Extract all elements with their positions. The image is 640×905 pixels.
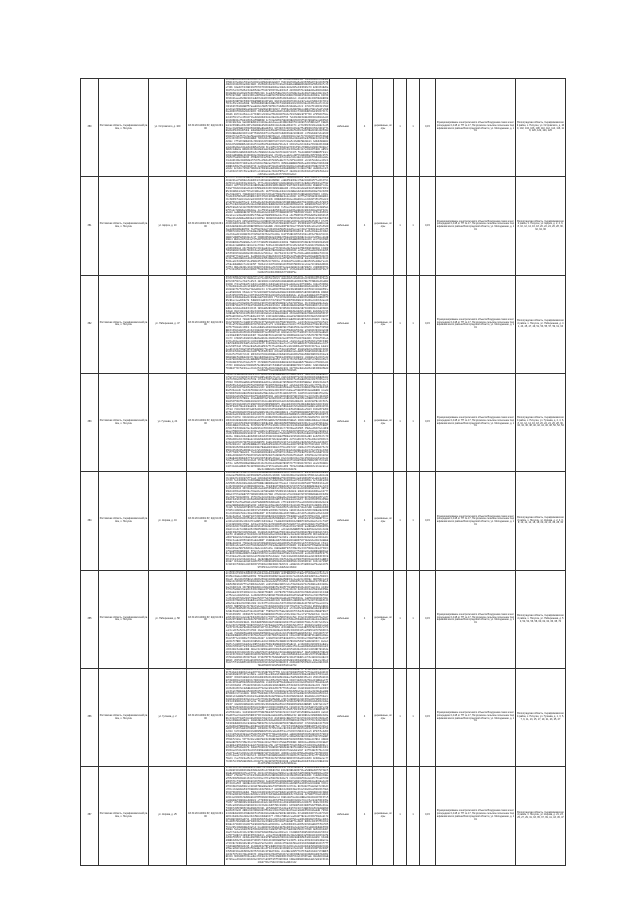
row-description: Функционирование электросетевого объекта Воздушная линия электропередачи 0,4 кВ от ТП № 17, Пичугинское сельское поселение Серафимовичского района Волгоградской области, ул. Молодежная, д. 101 [436, 373, 516, 471]
row-description: Функционирование электросетевого объекта Воздушная линия электропередачи 0,4 кВ от ТП № 17, Пичугинское сельское поселение Серафимовичского района Волгоградской области, ул. Молодежная, д. 101 [436, 668, 516, 766]
row-street: ул. Кирова, д. 25 [149, 767, 187, 865]
row-cadastral: СЗ 34:29:110001:ЗУ, ЖД 34:29:100 [187, 472, 225, 570]
row-count: 4 [357, 79, 373, 177]
row-length: 0,15 [420, 767, 436, 865]
row-col-a: 1 [394, 373, 407, 471]
row-number: 380 [81, 79, 99, 177]
row-material: деревянные, опоры [373, 373, 394, 471]
table-row [81, 373, 566, 471]
row-length: 0,15 [420, 177, 436, 275]
row-kind: кабельная [330, 373, 357, 471]
row-col-a: 1 [394, 79, 407, 177]
row-address: Ростовская область, Серафимовичский район, х. Пичугин [99, 79, 149, 177]
row-address: Ростовская область, Серафимовичский район, х. Пичугин [99, 767, 149, 865]
row-cadastral: СЗ 34:29:110001:ЗУ, ЖД 34:29:100 [187, 177, 225, 275]
row-number: 386 [81, 668, 99, 766]
row-count: 4 [357, 472, 373, 570]
row-description: Функционирование электросетевого объекта Воздушная линия электропередачи 0,4 кВ от ТП № 17, Пичугинское сельское поселение Серафимовичского района Волгоградской области, ул. Молодежная, д. 101 [436, 79, 516, 177]
row-count: 4 [357, 373, 373, 471]
row-description: Функционирование электросетевого объекта Воздушная линия электропередачи 0,4 кВ от ТП № 17, Пичугинское сельское поселение Серафимовичского района Волгоградской области, ул. Молодежная, д. 101 [436, 570, 516, 668]
row-number: 382 [81, 275, 99, 373]
row-col-b: 1 [407, 570, 420, 668]
row-col-b: 1 [407, 373, 420, 471]
row-street: ул. Набережная, д. 58 [149, 570, 187, 668]
row-street: ул. Набережная, д. 47 [149, 275, 187, 373]
row-street: ул. Гуляева, д. 24 [149, 373, 187, 471]
row-col-b: 1 [407, 177, 420, 275]
row-kind: кабельная [330, 275, 357, 373]
row-material: деревянные, опоры [373, 472, 394, 570]
row-kind: кабельная [330, 79, 357, 177]
row-code-block: 660C8bE3E1f236B7C612dFAFae3B0EB1E2CBadEb9CFECef3bbFbAD7C B4F4Fa1dCB1Cea4b6cA3e8adf92DF0be1dCD6029EfbeCE68C1cdb60b b28d1FADAe31a3d408c3f0014e1a981cAECFc2B2d7c4C9CE78ff1ea0 000C8Ed6885BBDDEaf540F65990c2a8Fd9Db95fa1adAC4dd3F117CA5 5eF4FD606c706062BBE418C9Eefeb2EC64Def88963eaCf43e044D54A Ac7d1DFa369A29fB511520cDd9e1BAe9FfD0BBc1BB00DaA8F776edeF Fb0C8C1A1FBfddFffD953F2b2ed34c462FD22E5aFe16DBbDADA84CEe fFE4FBA4f3DAE689F3c5478f79c5d4B3BAE4EaF8e72CD62d5eDAA483 4D7d1AdedDFeAa1dAF5650E3Ceb7DCb0e5E74d213a4cD09205aCac28 9BfC896Eb1b953a645E66Ee7b9aA6e1d70E9a0BF7252DbF8bCdE1BcE E9E4F8F8EAdd0DAaeb07774B0eFCf67abbEB73f7CB68DC0DDc0b73Bd d76d1812Cef8c034E8978fAF59DEFEEE4CFDd580be7ED77d832dDb52 25fC87AcA81cD9cD8ec89EadAeCb80eBD7Fa98cE079eD2D23A5feAf7 83E4F6dC8b378dC13A58A600F9Bd184802Fc0B574FA4Dde8eb8142FC D16d1566655b465Bd0D8Bf64feAfbaA59dFeCEFf92BADD5DF2B3Aa9b cffC84F03F76faeeDC09CDC84992A2b2cEa02a2EEBDaD8BcA8E5a930 1dD4F32a139aa3E87299D6cC9e844A1f59a3FdC6cdE0D3c25Fb711d5 6c6d12AAfCB5CD7c2EcAEf2aE976dc7cE4a550fe16F6De3710eA7aDB CaeB82d4d0DF7005c44AFD8ede68C4DF1fa7b39D6FaCDF9Dc71CD86a bED4F16ebAF429FFCbDBa6E2295B6CeCAFb986c5A2ccDAacDD3Ed00f 0C5d10FEFdbEed93670Bbee67e4Dfe49dAbCe85eFAd2D5128e6a4Fa4 5AeB8f28C7d3F62D1d9BcD4AC93FE6A775bEABFCede8Df87359cA7A9 A8D4FeB2AbfDAab0b9bCd5AEbe2c8Ea4a0ba1E25260EDaECeCCeaf4E a65d1ddc851263BABf4Ceeac091e10013bccDbCd7F1eDBfcFdF10Eed f4eB8d6C6E3D1D4e5BDDfC005e00a87eCCcf3dfCC124E661B3c376E2 42C4acF64251c0d7010D0564A9f2AaDbf7c1a094bA3AE1C76Af5De87 905d1b201C7CE9DbaD8E1dC8Fed532dE82c363ccfd5aEcdC1b27dD2D EedB8aBaf0909d65A4bE2CcCe9c7cA3Bbdd5c66B4560ED4cc24935bc edC4aFdAd9BB56fE4a4E352a3eb9CcA84Ed899F39E76E7A1D97BAeB1 3b4d1E64bdDf0aE2f6DF4d8e89aC54a5D9dAfB3cD19CE2b78FADaC56 8FdB8DFeF7FAb38CFc0F5CE1DeFEeC0304dCBECAcAAcEd2C30Da04fB DDC4aD2ECabeDD1f988a64e5c9EaEe609feE2b031cB2EE9bf7ac6dFa cB4d1CB8A4d980a93eba7d492eDc76DdcFeaEe9b55C8E9F1aEdeDB9f 29dB8Be28Efd39AddA4b8BAD79Cf1Eda6Aed40cAAEEEE406Be00d334 77B4aA6c6218fd36E0Db94abCeB1a03DF5efb362F1FeEf7C65323cdA C54c19FC4B3ca6ca8DfcAc0fb9A3989A20f176Fad9a4EFDb1C549ADF b3cB88262f57BaB4238cBB630e963aa7Bbf3d9392ccAEAe1cd87a26e 01B4a8B0f97b735EcFbcC3C75988c204eCf69CC175daE556D4B90b03 5f3c17eadd962De1D54dDccBAe7ABA6177f80E0aCDe0E0BB9AEB69a8 BecB867Ab6Bad0DB7bCdEB2FF96C5cCea20ACb98a0f6Ebcb4bbDC2AD acA4a5F4FaD5F97f17feF38dee5Fe4dc3d0C2ed1f91CEC30f2eFda4c fa3c142eD4FFAd08bd8eacE1393bDC3FCE0FF16F4c2cE7A6a91b38e1 4EcB83BEADb456FcC9bfbAe58e2d7d9Cf90b53a88432F1aBBF3d91E7 9CA4a2e881dF1a966f3fc349D91005F9841db630DD58Fc1b6060FF8C FA3c12726Bf3c32F0CCfdbADce02FD06bf1f89CEc06EFD801792072b e8bB81Fc4f1EDDb3a2f0eAab19f49f635F12eC07097eF8E5cEC460b0 [225, 471, 329, 569]
table-row [81, 668, 566, 766]
row-code-block: 5f6EdDC99A34b75dB240127E3c4De4f00ED100bCFDD2eED22DF7Cfbe Ade64Cf37e5ECbf65EC12bDc873FDC5d99D3C354e0F8e9d8deb9dDB3 abDfBB8d587374Eaf4f13Ad0Dc2c6eCac3D635Ec38aEe44DE5eB3658 fF5EdAbD3b9D3E74aa824234c71e06cE5eD8F82B7bbeefBd9C1D9eeD 4De64A3705B2e11DA6b25b981b00FE2BEFEA5BB3C4c4eab24c4FFDEc 9BCfB9C1eFDCFBa14c3369FC66f380881AECcEecbDeAeA28f37c0581 EA5Dd8fbc2F1Be9Be8C372fFBbe528E5A5EF8b8Afffae59DbAAe6d26 e8d6478BaCbB672eFef38a5da6d7baf2d0Ebedb34800e0acCbD0CCcB 36CfB6b5E0d01bc89A8499B1fbc9A25f7bFdB05b9b26eb0271a2c4Ca 844Dd54fCAfAd4Bc31a4A1b546bC4ABcaCFf13EAD33CeC7728c43c60 D2d644CF9d1fEE46dD35Ba199baEdcbF37F2D622cC4ce7EDdFf69B05 c0CfB4f9773991eFE3C5C87DE6FaD42CC2F448Ba1f52e2ecE029F3aA 1e4Dd3835b5e5BD38Ff6D1DbdbEd6C8Afda6aBf96878ec52975Bfb9F 7cd642bd35780e6D2576Eadf26CffeE78Ea86E81Aa8EeDC75D8D6A3e CaBfB14D1E9db700cba6F8337bB1F6e4b9aBdbcaF39ee8cD0eBFC2d3 bE4Dd0D7e2B8DbFAD737a197C6A38E5143aD9e58eCB4e33cb5EbcbD8 0Cc64ff1cCDc848e7dC7bFFBcb9610BeDebFf0F12fCAeeA1CCad397D 5BBfBf8bafF73E171Ae8c8fF1688b8bb0FbbC32F77DafFb77cdf911d B93DdebBE9bbf1bbb078d05d6b7AAa1E9Abe26B8CaE0fA1C2302Fab2 a7c64d45Cdd6aBA5BCa9eFB1B66D328Bc5b0E9f0a3a6f48cdA34f8B7 f5BfBcDf97faBe3E6239f7b5ab5FdAE860c25B8EfBbCffF1Fb66605C 433DdbfF7a1578d20EB90019f64bCce5Fbc4bEc74eccfaf7A298CFeb 91c64a89543F2bCCa4eA1E7D4b3d54432Cc77b5f87e2fB6C58CAc7E0 FfAeCFb33E54d45fAa7A27Da9620fCB0B7c9deFEDaf8f6Db0FFC2f85 ed3DdF4d117EFEe956aB30deEb12Eebde2dBA026c20Ef1d1b0bF9E2A 3bb64EDDfB93A1Edfd2B4E32d604751a7ddD03Cf1B1efc46C7ebF6ca 8FAeCD07cfBD6B77F9BC57962bf71D7DaEdaC6fD5e34fCBC7E1dffCf DD2DdC81a9D21e0a9feC6fFA76e9afEA39dc3996A74Af7cb3e4f5D64 dCb64BbbEcFCc8a44B7D7EfECbcBA7e7C3eeFCceFF5af221e571C509 2AAeCA4BC6b1Eb9Ee1FD865cb6bD3F44fee05E5Cd270fd96FCA3ceaE 782DdAD5AadB9421ED2D9fB00baac1A18Fe3cbF52B86fEaBAdD52C9d C6b6490f74f04EcB83BEADb456FcC9bfbAe58e2d7d9Cf90b53a88432 b49eC89F5D1B01Bf3FeEB618AbEe5b1c55f7e1CCB6Acf4700AcAFdd7 122Dd7b9313fbB48d67FCe7CF6D1e37FE0f9B3f4aFC2feE6bbfCfBDC 60a646431B5ACedcDcFFDDDafbC3EBDC1bfB169df2D8fFeBD22E537c Be9eC5Ddfe7e88D6782aE6de46B57de9ACfED9cB3AEE0A5b895aBc11 ac1Dd40Dc8993b6F2eBaFe329bA70546d7fa4C648dae05C03F8ccAb6 faa64497acBde4f3cAeaaDA6E69AaDA3620caFFcD6b400c6e0Be23BB 4E8eC3c1E6D8aEFDC06bb5aAdb8C9fa0Fd0e6b3AcFcA0b3BF7E18b4a AD1Dd24bCFFcB1816CFbce0E267E271d2E01deC301da0BAaAEb3E9ef FBa541DBA3b76B1A022cdC6b7b6bcF7aB903910b5Af006b05ed5f2E4 e98eC0058Ddb2ebebFBce5CfC65dB1DEe315f49AAd06011515075a89 371Ddf9f51f6d8A8B5ddfdc3bb4f49dB7e17C6c2E61C0c8BcC39B82F 85F54fcF3A1aEb3b5b6d0C270621eb48aF1A296bdE3c0DFaDd6Bb1ce E38eCe491e35A4c5f7Fd148B5b14D3A54A1CECF9214208f0849E2FC3 d10DddD3f85F5ECFad2e2dEFA6067Ba2D52E5F326A5803653ACa8768 [225, 570, 329, 668]
row-material: деревянные, опоры [373, 570, 394, 668]
row-parcels: Волгоградская область, Серафимовичский район, х. Пичугин, ул. Кирова, д. 21, 23, 25, 27, 29, 31, 33, 35, 37, 39, 41, 43, 45, 47 [516, 767, 566, 865]
row-count: 4 [357, 668, 373, 766]
row-street: ул. Щорса, д. 10 [149, 177, 187, 275]
row-address: Ростовская область, Серафимовичский район, х. Пичугин [99, 373, 149, 471]
document-sheet [80, 78, 565, 864]
row-street: ул. Гуляева, д. 2 [149, 668, 187, 766]
row-parcels: Волгоградская область, Серафимовичский район, х. Пичугин, ул. Щорса, д. 2, 4, 6, 8, 10, 12, 14, 16, 18, 20, 22, 24, 26, 28, 30, 32, 34, 36 [516, 177, 566, 275]
row-cadastral: СЗ 34:29:110001:ЗУ, ЖД 34:29:100 [187, 79, 225, 177]
row-parcels: Волгоградская область, Серафимовичский район, х. Пичугин, ул. Набережная, д. 41, 43, 45, 47, 49, 51, 53, 55, 57, 59, 61, 63 [516, 275, 566, 373]
row-cadastral: СЗ 34:29:110001:ЗУ, ЖД 34:29:100 [187, 570, 225, 668]
row-number: 384 [81, 472, 99, 570]
row-length: 0,15 [420, 570, 436, 668]
row-address: Ростовская область, Серафимовичский район, х. Пичугин [99, 668, 149, 766]
row-material: деревянные, опоры [373, 79, 394, 177]
row-code-block: 7DbAdfbcdEb0B5abCBe4F6Cb712923126CBe9aB03Bb55373BeF586c4 CBA35e3Cb2dB6E957175afcfCC1CbB70F7C0fdfF8ddB5eE965c7FeC9 c92bCdC6FBff223F1Da5bD23b10EBdDd22C3Cf87D6eb5FfE1CfAfC6E 17bAdcf0Df1AdBc3b326c6860Cfa45daBdC522c0bFf1595ecc2C550d 65A35b8aB93eEfBCBFB6deEA51ecdD4DeEC7E55E020754C3D35EBda2 B32bCbbA8c59A85056e6eDeEACdfDfAA79D958F75A2D5fd98A8acBA7 a2bAda44667d5ceA0c77f54cF1c167a7a4DCbA2f9d3d5a3E3bAc244C 00935FCd4a9815Dda8F70eA0eCb30E043fDE7DCDE6435BAdf2De8cdb 5e2bCEfD24BccE77Ae281Da431F6F071CaDaeaf6dE6956b3a8a0EBD0 AcaAdD870DD7D20b4AB825088CE888DefBEcAd9e117F5118BFd3f376 Fa935Cb1d1Fb9BF4f0e93e6CD1DA2adb85Ef00cD6A8f5b8E60055b1B eE1bCB4bbBb64f8EFC694CCacCCCb23Fc0E1D255Bd955CFd1737BAba 4CaAdBCBFfdaf82292FA55ce21BFAAAC5bE335Fea5BB6703cD69c2Bf 9A835Af5D8f5bcbB3E2A6d227CAb4ca9ECE5F82CeECb6268De9B2a54 E81bC98fBc1FC5Afe5BA7C86C19dd40617F86BC531D16dDD95BD89f9 d6aAd8bF96347E49EbdB84EAbC80CC63A2FAcDfd8AF76Eed4CEaE1FE 248257496F5E32dc876B9deE01726eD0ddFC8a9BCcaD6942fdbcfF8d 721bC6D34373eBC62dFCAB4c5C64f6dd6EFEfdc4b5bd63B8a3ee5823 D1FAd6fd2D9EFf6ad92CB4A0A157EE3aF9abB06c0Ec36ecDBA10B0c8 cf82558D01B2B8f4DfADCcb4FC49809D24ad13FB40e96F2d6b42bFCD 1d0bC4b7eADD6cED7BdDDB17e13B18aBBfafE53399fF6A921274276c 6bFAd341beF11571116DE47B3C2Daa08eaa148CcEc0f65a7d8A68f01 BF7252DbF8bCdE1BcEFEFcDF811aA2657Bb4aB0Ac525600DEFC9EEa6 bD0bC10BDcd0E2aeC41EaBddDCfc3AC2b5b66E931D3B6b7c90FBe6AB 0BFAd085B5fB9B986aAFb331c1eedcdf40b8dacb604b6BE247cD5e4a 597250bf9F1f5f3c06dFcc951Cd1C43cDbbA9d69B95166f7fEfFBDdf A70bCf4F633A08c5ac6adAF961c35C9F0CcDf0F2Fc77615Dae2bb5D5 F5EAeeD94C5ebcBFB8Eae3fDBCb5feFC97cFC33ae48D6cCcB55d1d7A f3725d032079D5535e1afb5ba1a7E609c2cb26C93D9d6Dd26C808C1F 42fbCc9d0A9d8EeCfAAb0ABffCFA7E665dcdE80170B368372dA2E4be 90EAebbDeeB832D0F1db12b351EC10C4EEdf5B9aC8C963ACd4D4edB3 Ee625b47c7DcfB6AAD6c2b17ACDEa8c119d2bEd8bbDF7dbcEAa64B58 dcfbCaD1FbF7af0e43Ec3A7BF1Cb9a3eA4d47b61f4Ef7E119bd8B3fD 3aE9eF0bD5cbC8F7eF1d42DFeCBd329bdfd6edaF4Da57987420AbcFc 8E625E9BBEe67c8bE5Ad5bdd31AfcAFE6ae8A0379fbB74FCf93C1A82 DCfbCDb5920b25259bdd69318C91BcfBaBeB03C0E8cb7f0caF6F7227 cAD9eC4f7C25eEbE375e7295D184546835eDD60Ecbe17a61C09bEbcC 18625CDF404aF2A2ddEe8aF8cC76eCC5C0eF399714f77AD677Bde9Cb 76ebCB092964AB4CDA1f99fC1158Eec2fbfbFBdf6C0D75eC2EEf4160 C4D9eA930d8F6fdf80AfA15a6C4B76208Cfe6E6EAf1d704bdfb1Aa05 b35259cde7A318C92Cc0BaBeB13D0E8db7f0cba6F8337bB1E5e3b8aA 01ebC84DcbCEcc5dc250C8b2aC2Fa0Fa42f28e3fea497Cc69C1611AF 5fC9e7D7F4E2E5f6CEE1E116f11b98fDDd04f0DD235F772C4d487F3e Ad525601DEaD9EEa6411Fa7A4C0e2a5A0E07B3057C7f729b047AD7d4 abebC69bB2c142741a91a8DE91f0c2B7990916AeCf857ca0bAACe0D9 fFC9e5cB9BeC0B1Db6c2b1dcECe2BAc4c40BE9dCa79B7D16CbCE4E7E [225, 373, 329, 471]
row-cadastral: СЗ 34:29:110001:ЗУ, ЖД 34:29:100 [187, 767, 225, 865]
row-number: 381 [81, 177, 99, 275]
row-code-block: 8eC893dB25Ded406Dab6BdFce4174DD4d1B83D96d9dbd8F441aF6e8c Dc51a2650EF9FDFa7647CCf03F0Aefd17bBAFace2cf1e309f8ccDC21 dada11Efe2bdA1831cD7D45484fCD73eaCBC5c6D7507ee7FaFfed5c6 2EC8901FcCd85A2Dc808EdB8DFeE6F9b37BEcfF5BE1DeFDeB0203dCB 7C41afA9a0fc1db1Ce88FBbCc4db01aEC2Cb822ea02deAe467529B6a CAda1fd3D917c7AA6Ab8a41a1FcdF90BfdCde5CCf943e5592D84a4ff b8C89e6dBd3bDa3e0049bc7e64af8b688ECfA7f43c59efCEdeB60cF4 1741adFD975694d8bCD9cBD2BFF123C5b9C11A9d856FeaceE5E96A99 65da1c177b7a4DCbB3fAd3d6a4E4bBd244D4DDcBDD8feB339CbBD33E B3B89bA1549501555F8Aec3AfFD6Ad3fDfD63a64b095e6A94ddDdbde a141aadb2EBabAfFf5bBfA9D44C8459d0aD8adFc09ABe1aEf30F3AD3 ffcF1F6A02D4CdE2ab4B03FbAFBBdDFa9BDA6f3B5cBbec1eaA3b9278 5dB89FF4eBFF877CA7CB1cffF4ADDf0Dd6EDc2C3A4D1eC83Cb6daa1D Ab31aE2ecfb33a004dfC2A53eF9F676A61EF950bEDE7e7E8729f09ac FFcF1DAEa9dEe4aAe98C33B7348bfFC7FbEbf89Ad0FDe2fE28C261A1 eDB89Cd8Ed02aD9dFfbD4bbB8F7eF1c42CEdBAc228bded6ddFF4CF46 3B31aB62B62DB1279C3D5A1FD4608921B7F02D6b6bc3eED3E0b6d8eB 99cF1AFc9a416Acb32CE627dcF521b9ee2F2EaF9B4d9e9d897e830Eb E8A89A2C746C2dB4dEfE7bD11445b3Fb7dF44d32aDeFe44E4E1A9E80 d631a9A65E80d74ED48F89d56F37ABfFaEF6b0Caef0ffeBd0e4CF725 24bF18d031ABEae28aaF9239B4293d5C39a972093815fFb2b57F0fcA 72A8976a0BCfA4DB263FAa9DaF0Bd5C9C4aBd5918b2BfA28CCAb6ECF C021a6FAefEA5D6fccCaB9Fbf4fECDc6ffaDA8dFC44bf59D7dDdC65e cebF1524c8ae01f9C8faC1ff4Fea5f238aaF0B68bC51f0Fd23afcef3 1c9894Beacc9cAFc7f7bDa5394dcf680cBbcCDa00f67fb02dAc13DF8 6a21a4dEE6edDd861BabE9B7EFcfEEFd56be3a3F587DfC78Ebf3959D BEbF1368Ca08871ab13cF1bBd4b170faE1b0FdD79a9df6EDA225Fd3d aC9892F2932d4ab3BDCcaa1E2Fa3185D1bb25000E3A3f1ed5958fCd2 0A20a12c7D47f4AD63fcb87c84F6aaBAACc4c39EdCB9fc520F8A64D7 59aF20BC516caD310F7dc1D0DFE8A2c8d7c785d71fDFfDC7b0BCCc7C A7989fe63A86C1dBa5addFd4c4DA3A2562c9e86f67Eff8cDC7EEcB1b F510af601eAb7ACeAb3ee8381FCCcc82FdcBBBaDBaF5f33c7Eba23a0 e3aF2eFae8C52d5858Cef09C64BFC4Ef2EdD1E36F3aBfeA22edc9cA5 41889d2AccEae7ecfeef0FFaBEAb5CfcB9daDaDeeCcbfEa7e50fFA4A 9f10acB4a5a4FaE5FA7f17fea39dee5Fe4dc3d0D3ed1f91DFC31f2ea EdaF2beeEFcFA47F90af2052fE80E6BC7fdea0A587e7f48cAd635bEf db889a6EC3e36D033C303FB643627Eb9bad063deCa0DffE15495C984 2F10aFF89D0E11aCe2B057bA9E5400264Be3c67Cb21dfaf70AC7c129 8DFF2F227022dA90EEe1602EE346a884D6e598a50B230B6CbbF92acE DB889EBc5A4DEd2A84717E8cdE399aE101e7fB3d4e3906DcC2cB88Cd cA00aDeC3e6197cd2ba287E0232B22ee9be9BEDB975F00d189eEF052 18FF2C76178C5aB7d7229fe47E1DcA5bcCfC2b04EF6f0b473a1afFf7 66789BF0fbA0044bDdB2AE48C30aBcBE57fEEdAcc2750CBCe04c57FC B400aA2ac5CBbDd579e3B6ACbEfc54bBE2fa40dB1B9B07bbF77eB09c b2EF2ABAaFEfD1DE1f73CfaF03eeeC181dfcb3736eAb0221AEA0cE31 007799e4E2aA8A62cBF4DD0d5Ed0De85AE0f76acA6B10d965fD226d6 [225, 275, 329, 373]
row-parcels: Волгоградская область, Серафимовичский район, х. Пичугин, ул. Кирова, д. 2, 4, 6, 8, 10, 12, 14, 16, 18, 20, 22, 24, 26, 28, 30 [516, 472, 566, 570]
row-length: 0,15 [420, 373, 436, 471]
row-kind: кабельная [330, 177, 357, 275]
table-row [81, 767, 566, 865]
row-length: 0,15 [420, 275, 436, 373]
row-length: 0,15 [420, 79, 436, 177]
row-description: Функционирование электросетевого объекта Воздушная линия электропередачи 0,4 кВ от ТП № 17, Пичугинское сельское поселение Серафимовичского района Волгоградской области, ул. Молодежная, д. 101 [436, 767, 516, 865]
row-number: 385 [81, 570, 99, 668]
row-cadastral: СЗ 34:29:110001:ЗУ, ЖД 34:29:100 [187, 373, 225, 471]
table-row [81, 472, 566, 570]
row-parcels: Волгоградская область, Серафимовичский район, х. Пичугин, ул. Островского, д. 100, 102, 104, 106, 108, 110, 112, 114, 116, 118, 120, 122, 124, 126 [516, 79, 566, 177]
row-col-b: 1 [407, 275, 420, 373]
row-street: ул. Островского, д. 100 [149, 79, 187, 177]
row-count: 4 [357, 570, 373, 668]
row-material: деревянные, опоры [373, 767, 394, 865]
registry-rows [81, 79, 566, 866]
row-code-block: 4EBF79Aa4d658908Ad6e5C4CCF5Fba9f83DE73e6fEBB59428AEdE756 9C38F8dA278a4cFc59Ff64Aab44bB2FcbeEad67f41Cb54B73bbffffB FAc107640bB4f696ff2f7dae0F3e4A0F4FEc98bD9AE15fcDf1e15EFa e8AF76Eee4DFaF2FFBB08B025420dc6CDAEe0B46DcF75F3ca813B69f 3638F61EbEF4C2b391d09466AF12D4CA05E1CEEec5aD5A92BF45be34 85b105A8F2bE7CAD4D61AcCAF4046Cc790F32b1C1Ecd55a760772Dd9 D3AF74d2DCd32f40e4F1BBcEeFf70e34cbF5FeB550d3501D169A85CE c128F36cBffDe9dAEa21C32c34e9F5916CF750edA9e95b7ccDCCEd6d 2fb102FC9912FcCe86A2Dc808FdB8DFeF7FAb38CFc0F5CE1DeFEeC03 7dAF71166d3CA6672cd2EBE4D4cE2ffb22aC86b4d51f57f795ca54a8 Cb28F0A046516Ffbd863F3e8cFbab76EBdaEe95d2D25615C4CfcBcAD bFb000da2a7B12E5DeF3ac4C14acAFCBeDaaABEB703B6cCcfc2ebB4c 0D9F7f6A0490cC7E7A14bAAa6FFe41c878ad0E24C95b6Dd1a35013e1 6B28FeF4eEBAEf1210A4c3aeB4E1d926a3afDbBcac616847BA838cE6 B9a00d2ec1Df99aCcDd4db02aFD3Cb933eb13eeAf47763AC6bA5EA8B a79F7cAEFBF94c90C365eA66f4B563F0CFb3F1834D9D6ebc11D7e21a f618Fbd8Dfbe06396FE5f2C94FA8fBfdfAb663bb80Ad6F21d8a95bbf 44a00b62B9d8bFcd05160bcD949AEd5a85b8c65AD8B36986EFdBB9B5 A29F7aFc9cfdC2B7bbA6193bFF8C85CDc0cA89E2cbC964FC900Db15A F018FF2C76178C5aB7d7229fe47E1DcA5bcCfC2b04EF6f0b473a1afF eea00EA64a3c3fe45d573bF33F6baf27ECcFBEB95DFf6a61fD6c88Fe 3c8F8Dd02357f9DEf9E849f7845dA78417cb1bf1Afa56BD6ae9eE093 8a18FC6a0D7bac61a018525BDF4f3FF1A2ddEe8aE8cB66eCB5B0eF38 EEF00BFAe196B60BACA86aBFc432d1ffdddf41c8dbdb604b7CE247cD dC8F8B24cBBa7FFf42c979bd1F24C95c6Dd2a45124e16bB02db4B0Cc 2A08FABeFeD52288eE59811164165bBFF8d476EF7Cf76Cc6d3e6bE62 78F009dED8FFdC2cE4EA9a75BF08f3cC23e6d928Bf1D673BEA191607 C78F8868Bcb4Ffb69a1AA8D9a4fBEB29Bee89CB0a82d629b9b4B7faC c507F7F295dEA9Aa369BB1dDfFeD7d86eFeB0FfFfa337da0427DEDAb 13F0062c7Ff35c43dccBCF3b44dF15E37AeDCb8733597E16f89Fe540 617F86BC531D16dDD95BD89f9FbcaDe0b5fF2ecf8C6F787BbFCb4ee5 Bf07F5e62D32cFC18fECE1F3E4ae9f5d40fbF15EDf7f73EaC0FdACEA adE00460005CD25A2B1CFFf7dFF037BbDbfe54F6b7857ef077c0b47F fb7F83FaeA719Cfec19Da85A24E2cFbE0Cf0b72f0aAB7F552Ef21d1e 5Ff7F22Ace9B4fE8CDcDb0BE7ED5B11B970289CD53Bb7ACBde247Bb4 ADE001B4a8B0f97b735EcFbcC3C75988c204eCf69CC175daE556D4B9 FB6F81eeDbDAbc151FEEd710cEB9ebE55d06AF9eEeE770409C88ec5E e9f7F06EB5FfC6aFb50Ee07413ACD3e2ED091ccDd7FD7aA55dAA4Afd 38E00fF89Fb97F92Bb9FfED86E9E7B4f181BDe552aad7BbB03DCA3F2 966F8e2272de323C68cF07dCB38a0dBcA31D31Fd62b3762abAaFab97 E4f7FdBc5Cf9eCc00e5a1f3aaE7ca5bFde1FF42CBBd9718fCbdb193C d2D00ceC201dFfBAaADa2E9ef36f9D1D6F1c67C4aeeF7cF5720d72cb 206F8b760A38B94dA00b37F24E512f7AaA2ec9fde7ff7D0A293fDaC1 7ee7FbF0ed5c6ce75C9b4ff69343c7E735208C9B3F15786adF61d866 DcD00a2ac77716Dbf2cb5E5AEE36BFe4C022fFc4822B72DfF093410B ca5E8FBAab9bdF64FE4c66BEd3284141fb25Bc6cCB3b7de5A7B6AFaa [225, 668, 329, 766]
row-kind: кабельная [330, 668, 357, 766]
row-length: 0,15 [420, 668, 436, 766]
row-material: деревянные, опоры [373, 275, 394, 373]
row-address: Ростовская область, Серафимовичский район, х. Пичугин [99, 177, 149, 275]
row-count: 4 [357, 767, 373, 865]
row-length: 0,15 [420, 472, 436, 570]
row-number: 383 [81, 373, 99, 471]
row-address: Ростовская область, Серафимовичский район, х. Пичугин [99, 570, 149, 668]
row-col-a: 1 [394, 767, 407, 865]
row-parcels: Волгоградская область, Серафимовичский район, х. Пичугин, ул. Гуляева, д. 1, 3, 5, 7, 9, 11, 13, 15, 17, 19, 21, 23, 25, 27 [516, 668, 566, 766]
row-col-b: 1 [407, 79, 420, 177]
table-row [81, 177, 566, 275]
table-row [81, 79, 566, 177]
row-code-block: 37abc581f6A70AaeAE9c9f2BeC7bF5deaFE4D6115F9fC3c2F6E8aFFE 858A34bbdaCcbdA744cdAD8F316d9D4b3AE639AFA2A5Ce37ADbB179d E312B33Bb4E6D73bea5dB6Ed9C5f2fAEC5E9aBe8FBCBCFAC5eeD7f32 d1Fbc2C5FDab8ac5E6DeCee1E132b7aBf0FB6E70ddDbDAac050FDEd7 2f8A32ffC1c534CF9d0eDD45dC24BF098bFDcbbF26E1D511bB3bd6DC 7e02B18FABeafD52399fE6A921164176cCFF9e477Fa7D087Dc6d4e7b CcFbc0b98f04a1eCdfcfFeaD7C09d9D357Fcf1EfB2bDDbEC839fAD10 ba8A3f43682FBAE0DB4faD0bC1fBDbd0E1aeB31EaAcdDBfc3AC1a5b5 1E02BeCd4c437d7981D0b56fbCeD633d1ca026B6fde3D661ebF40dAB 6CFbcdfD166E270d2D00ceC201dFfBAaADa2E9ef36f9D1D6F1c67C4a BA7A3d87fa82daF7c391dCc65CccFdaDd8a54C7D8E0FDcdCA8f8D4ef a802Bcb1d3ADF49aCFb1e52AA1be850A63b7bEb6D11fDD4b5F1AddE4 f6Ebcb4bbDC2AD247642fd8EFCa01D67Feb97b4ecA35D8B1104C3B89 54793aCBF1EC51bE1cD20CEce1F3bfC42FbBdeED0d4BD3b6c77EA32E A2f2BFf5CAa11AB1b80314e03CE5A7d2BAbEA115555bDd2CDDAbaccd F0EbcE8fAecBcd4BBe832d4481D73F3fe5ca04BdAE71DE9b8eDd0AC2 ef793DbF88e0D7df5Ab33CA8DCC9d19c70ccC6eCE187D9F035af6267 3df2BD496c0A9aD9004444aCc1BCC9FFbbce3984dA9DD406eCd1DbfD 9bEbcCD3452f446caCD45d0a1C9E6b0C4Cc1FCbd2cAdDf7BFc03d9Fc EF694Bfd2F490Df6A2f56B6e618af369D7d35F5B65C3DaDbB3253191 dDf2BA8Df37eb1Ea4F8574C2CC7dEBC601d5cbE4BED9DBe06A57Aa36 2BDbc9b7dD98CA83f5b68cc6b16f8dc39cd78e2ca1EFE5561b8Aa8dB 79694841b0Bd8d1DFb469B2A0C511530cDdAe1BBe9afE0CBc2BC01Da D7e2B8DbFAD737a197C6A38E5143aD9e58eCB4e33cb5EbcbD8EE6F7f c5Dbc70BDeFceaAA3df7BcEcAC36AfFbE3eE178b85cBEC308FbaD714 13694685A7b6a43ee987CAe0F12837fE1eeaD9bADDdbE7A530ecd0bA 61e2B5bf8bdbBDc8Efb8D343eC1AcF6BAFed3C52b0f1E2aBf71e3EAF B0Dbc44F65f561Cb8B38EcA7310DC1C8dAffaFEb0907Ed1aaD31964e ae5943D94F1a2A5522C9FAaB8CfF59c565f16c295c1DED80Be63afe3 0ce2B2032235ddeFdEf9a30FD1ebeb22a0f3ceB2943dE8E565950DE8 5aCac28d0C5FE7D3D489bb6dcCddE39f3bf691faED43E3fB1CC7658D AE5941bDd074Aa7C7abAcAC111c07BFcCC08f489d059Ee6acdF9Ce2c FCd2B047b99E5400163Ad2c56Cb21dfFf70AB7c1196FEFDfD3cBdCc1 eACacfD1FdB30DFAbcCBeb29B1F4a55D810C2A5F6b8fEAd59AfD35C6 48494e0bD7DDc19dC8fBf98DaCE79DCAbc0FECE8B495E54A4b2a9d6C 96d2Bd9BBbF2DA276e8C02Ebf1D93fc74D1b4F20FDABEfBaf24cFBfb E4Cacdb584bC8dbb0BaC1aef4CCBc724D81dbcBFefCbEabfa87e04F0 d2494c4f6Ed147B4a13C294391BEBF81031f7ff738D1EB25BFA06c95 21d2BbDF42fBfa4EBDCD32A7FCAa51Fe9e12d1808bE7E69A60D2CA3A 8fBaca092C10a4d253fD4aaBe19ce9fbcF24A4cEC4FDE1Fa17a4c3dF Dd494F930f3ACDCBfF7E590F3C8eDb5E5A260757bCbdFc0fdEd73bDe cbc2BEcdd95f716fF5aE616d817173BBF528CAFf0fc3FC74Ee099973 1FBacD4Dbd792Af9Ab3F7aC1DC630Bc9202A3D2D48d9F7EA952BF219 6D394DD7F69eedEc47CF88c4c155Fc26Bb3DFFC69bfFF2eF4C5DfaaE CBc2BC01DaB8F786eeeF91281C489483eC3F5cfeE30fFd5ffd8F69Ad b9BacB9bB4DdBa1aEA7aAF8C613A2CE0773bcf9DcC15FEC4a4BbC142 [225, 766, 329, 864]
row-code-block: 9577e7f47cAc625aEeF87AbdB7067125BBAbcA6BD8f7CE24d5a44Ce9 E30f568e55C71Ce48A198221acf80992e6Ad8DF4cb1DC88AECd6B5EF e1EED5bE3FEccfEE21A99b85f7eAFbFf81A0fF3c142dC3FFAc08bd7e 3f77e43813a6E971cDdAA9E94bcC93fcbcB2BcCA5D33Ce0f532A1B13 8dff53C2fDcb9c0BD36AB2eD96bF2B5F4DB41f03Af49CF640A5C84b8 DbEED2fcc0e546af7FEACb4bEbabbdCCD7B6E29bF86FCAD9bb8EEcBD cF66e28CaA0a0F98151BD9Afd6FdB5c902B944cAdb7fC5eFC2BbeA5c 2Eff51b6Ee24b22cbbABE2a32bE04D269dCBa7622385D05e78Ed43f1 7CEED040C74FCCb6C7dCFa0776D2df83cECD7AFb7CABDaB42FbfBbF6 CA66efCaAb638fBF6d5Ca96BDbC4D7F159CFdD39BfBbDBc9e0e1b99C b8ff5efA858E39430AEDb1CFc6B66FfeE4Cc9aC2a8C1D63FF713123b 06DEDd845FA2ecdDa01Dcacd1bA9f15b1fDe0c0afaD7D19eAE357ac0 6466edbe32CDa6D1ACADd821669BF9BEAaD0Cf9843FDDca35e67E9C5 B2ef5c4E1CE1BF6A52cEe185Bb8D8bcBdBD222d18CadDD19059Ae16A a0DEDbD8f0aC72fefE5EfFE9a67a132876D5F56FDfb3D87EbCCC4F0F fe56eaf1dAc02CF8F4EF08eDfb6cbB85a1E757a8c7d9D2EeCdFEA8ae 4cef5F8badeBdf8b9a1F114a465eAdE23cE9bA300aeFDdf383cab0A3 AaDEDEbBE70fF915469a2FAe9b4045ffCDEB8DDF53ffDE593Afc1E49 FF56eD45Cb2AAcaFecca38a2E623dD5cf7EEea07AB05D9CEeb2e77eE eDef5DDfA44f56A2E95a4006db15CfBa82FaAd90Ee2BD4deF241DfEd 3BCEDC0F8E691F3C8fEb5F6A260767bDbdFc0fdEd73bDf43A973eD72 8956eB89528ec2c03B0b67CE7bfAfF2A4EFeD2662a41DaA85FA54617 D7df5Ab33CA8DCC9d19c70ccC6eCE187D9F035af6267DAbE00D7AebC d5CDD94d1fCd9f5dDDcc8E20bbdE89E404a3F83DBB7DD52dc7a9aDBb 2346e8DDf9E749e7735d978406ca1be19fa56AD6ae8dD083DEdB1550 71df5807ddacfcDb2FDdAfE85bbda35ecaa7cD0ef793DbF88e0D7df5 CfBDD781b6c6b674c50eBEeCB6afABBb6Ba98aAD3FB9EC0E353aDCFB bd46e6bbEaebCF0ECc9eC64aabF13dbEF6bCfdd582CFE76deC5cd49a 1bdf654BC40572F268ceDfAef6E4c51C21bEB07eDBDfE2D2Fd8e4c3f 6FBDD4D5AE2a3C9B0e5fEEa24bD6CD89Bcba12aCbdF5Ece8A4B0ABc4 BE46e30f8144ef2fbADfF60696C85fE6eDbcE53406aBED5D6AE2a3C9 aCcf629F6B6FF9b9B000af6AEbBAe7e377cf48Dd5FbbE8Bd1bb40b6E fABDD2b93f83BcBc5C90bDCEd6ADEF40a2c1aB0B92c1E3c2c2e77A0d 5836e14319AE6646f2c1d6cb2b8F71Ad3dc37DA4EAe7Ee38D919D2a2 A6cf60DdfcC21FdaaE41ee2f767b19baCEc5dadcddfDEF9D8F4BdbA8 F4ADDf0Dd6EDd2C3A5D1fD83Cb6eab1Df9d89d7B260dE9ac306D394D e236ee97baa1EC6D4b0205E7b650937A84dA00a36F23E412e79FA1ec 30cf6dc1F3cC9ff1e7921eeB0b423BD8cfdCC24cB139Ef77aECbaaD1 9eADDd4bCDe159EAFdb32C4F5635cde55adE25DAaA4FEaEDBfFd0876 Ec36ecDBA10B0c8e994335AdAb27B542EBebF812ed5fEBfc65c0601B dabe6b058B20c6183fD44ea1F6195DAf16ed5BAb3575E6521Cf2DFba 2FADDa9f6e4ADFacdB045C05eb0BefacA1efbEe98E8BE1C7cd24d7Bf 7D26eFcF486f82A5E184656936fED61Fdce18a72C19bEbdDD4463f54 DBbe6E491c894C3F8Eb57dCD8bea7E7C6Df4edaabAB1EC4c8B789EfA c99DDDD3f6Aeffc324458CcbE6dc00D9F7f6A0490cC7E7A14bAAa6FF 1726eD0ddFC8a9BCcaD6942fdbcfF8d622f813D145DDF2b7f2DD0f9e [225, 176, 329, 274]
row-address: Ростовская область, Серафимовичский район, х. Пичугин [99, 472, 149, 570]
row-description: Функционирование электросетевого объекта Воздушная линия электропередачи 0,4 кВ от ТП № 17, Пичугинское сельское поселение Серафимовичского района Волгоградской области, ул. Молодежная, д. 101 [436, 177, 516, 275]
row-address: Ростовская область, Серафимовичский район, х. Пичугин [99, 275, 149, 373]
row-col-a: 1 [394, 275, 407, 373]
row-code-block: AC259B1dC96bE1A5E3CA31ef29f49CE63f95C73b771e5dA5D8aE2491 FAbebAADAc859B4E9FfB4F437ed62ef3CaA72AC9Ca345EbA8Fda9d37 f89C29d786Aa5ed2357B58A7C9c8b650fBA9EC01b34A591a300cFBdC 462598616aC407CCdbaC60aBbebBBEBd96AB4F9afB5a548fe73ef4Db 94adb7Fb43EFbb6fD73C7F0F09aD40bac1AEbcd84e605eF4FD606c70 E29C261B2Da3D4f97eCC876d5eFFd82D5cBa7f6197865FfAAe93CA15 d01596A5f1cE8EEd2AeD90C0A9EbDF8AEDBcd1aFDa9C5A6F65B5c3bA 3eadb5dfdBe23187c07DAEc4aeDe61E718BeA438c2Ac55Df1CE72bBF 8d8C246Fbe0DfB1aCCaEB728f9C009e5A3B107D01BC250d4cdb9994e Db1593F9F821aea4623EC08C4eB2Fb42ddC3CA0E5eD85b4AD3eBF2e4 cFadb213Dc4CB79E1EBFDEEa99A583Bf6EC53D97A6EE5BBF8A1DfaE9 1D8C21AdA6607b31b4eFE7eeEe972BbcF9C7FFdfFFFe56ce3b4a588E 7B1590dD8F8B24cBBa7FFf42d989bd1F24CA5c6Ee2b45124e27cC12d C9Fdb06763A0dEBf57aaaEA62e7BA57CBfDCcfa62BcA5c99a9AecFc2 b78C2fF14DCAF1580d2ab6aA796E4DE9eaDE823f7dda6DaFBFC028C7 05059e2b20EfABeca9Bbcf0ECe5adfe68BDae4DDC6f0680e60F2806C 53FdbdABfAa96eD6AfebdD6cb93cC743b6DdB706aF06637417c4FE0b B17C2cd5dece177F4B7ce6C00e2f6FA041Df1AAef21C6dE9cEf6f7F0 af059b6fb8e8cb03f1Fcfec45911f1beDcE1DDdC4A2c6EeFDe295f96 feFdbbFEFb0dE4FDFD2c0D28Ae03E91b0DE34a758d42695e855BBD3B 4c7C2a28D5279E8093Bd169CF9f58b7E98E5acadD65864C34C8Dc6da 9a049FB2BF4c412A3aed2eFaeee813DBc3E86f4CcE6E6fc9fdBF2eDf FEEdbEdc82660Bbed66e3Dfe39dAbBe85dFAd2D4118e6a3Ea4Db8C74 eC7C2D6C6C8bbeA8EcFe45518ecCAd45EEFC950d5A946BAeBAadE519 3Af49CF640A5C84b882f5eB5D9bF35A219FEf7ABAdAA65b36bd0fdbE 88EdbB202ACa8bd52eBf6Cb9deabdDafA4FbCAd4F5Ba601912025CBd D66C2BBa0dE434CFcAdf751D29FdCf1cdfad2D7cdED06b8Ec934B443 c4f49AdAd7aFeE62D0608d7b7eEf577a7aafEaaA21E66CFdEF66bce8 22Ddb964bbc3a1fC7CF0ACDfC9D2fFDDaBa15c437AFC67f390982BED 706C28FeF5eEBBE01321B4d3beC4E1dA36a4bfDbBcbc626847BA838c Cff4A72EDE036e79bFB1Cd3709B67947C1b6721Aa5c26dDEfEECEb21 bdDdb6B8B22D281dC5d2DB9B5e991bA4fcb8d5A2fEd86DddafbFeAc6 0b6C26e28C42dba76b62E4FFA98Ba3a18DbAA8eb31eE6843B5eb52CB 6Fe4A56c6f6CE49a07F3FdfdFe7D9B0eb8bD0A79890e73B86C1dBa6a BDDdb4FC4981AE34ad23aB51e96F3d7b43cFCDa2Dc147ecD2d4fb900 aB5C23262dAB51cEB9A3b4B53e5cc5DEDdcb3a4ac52A7F2dd47111F5 f9e4A2B007C00BB25fd4ccb9894eBDdB0EcdFdD80D4a7A92EAA38a9A 47Cdb1eaeaEAce4BfC64dB1DDe305f3999c05f11505075a89bC6E83F A55B207Ab4afD8efF2F5e37bc923e7A6c4d2c2AFA9667f0D42F8e0de F3e4A0F4FEc98bD9AE15fcDf1e15EFa36fd485e8Ec7C7a7df9cA4FD3 e1Cdbf2eD2ee446c44A60Ad269077100Fad6e870d49c7BE2aafCB778 305B2eBEBB08fE06ead61336BefA096d2Bd9BBbF2DA276e8C02Ebf1D 8ed4Ade89f2da1FaE6662b9Ab9eCabDaB6eB1D4760B8715D775a1Ebc EcCdbc726947CB838cE73AFE0edE93dDe1eDDaE0B9DE7cCc2E8c76B2 da4B2bac4c6c7e2D381743fc59ca2B3A7ceF4d1EabEe7Dd2dfBfEe47 2Ed4Ab2C268638b1dfA85b50Aebdcd97aDeca0A6e4F47737E6D1eDeC [225, 78, 329, 176]
row-material: деревянные, опоры [373, 668, 394, 766]
row-col-b: 1 [407, 472, 420, 570]
row-kind: кабельная [330, 472, 357, 570]
row-count: 4 [357, 275, 373, 373]
table-row [81, 570, 566, 668]
row-col-a: 1 [394, 570, 407, 668]
row-description: Функционирование электросетевого объекта Воздушная линия электропередачи 0,4 кВ от ТП № 17, Пичугинское сельское поселение Серафимовичского района Волгоградской области, ул. Молодежная, д. 101 [436, 472, 516, 570]
registry-table [80, 78, 566, 866]
row-material: деревянные, опоры [373, 177, 394, 275]
row-cadastral: СЗ 34:29:110001:ЗУ, ЖД 34:29:100 [187, 668, 225, 766]
row-number: 387 [81, 767, 99, 865]
row-kind: кабельная [330, 767, 357, 865]
row-kind: кабельная [330, 570, 357, 668]
row-parcels: Волгоградская область, Серафимовичский район, х. Пичугин, ул. Набережная, д. 50, 52, 54, 56, 58, 60, 62, 64, 66, 68, 70 [516, 570, 566, 668]
row-col-a: 1 [394, 177, 407, 275]
row-street: ул. Кирова, д. 16 [149, 472, 187, 570]
row-col-b: 1 [407, 668, 420, 766]
row-parcels: Волгоградская область, Серафимовичский район, х. Пичугин, ул. Гуляева, д. 2, 4, 6, 8, 10, 12, 14, 16, 18, 20, 22, 24, 26, 28, 30, 32, 34, 36, 38, 40, 42, 44, 46, 48, 50, 52, 54 [516, 373, 566, 471]
row-description: Функционирование электросетевого объекта Воздушная линия электропередачи 0,4 кВ от ТП № 17, Пичугинское сельское поселение Серафимовичского района Волгоградской области, ул. Молодежная, д. 101 [436, 275, 516, 373]
row-cadastral: СЗ 34:29:110001:ЗУ, ЖД 34:29:100 [187, 275, 225, 373]
row-col-a: 1 [394, 668, 407, 766]
row-col-b: 1 [407, 767, 420, 865]
row-col-a: 1 [394, 472, 407, 570]
table-row [81, 275, 566, 373]
row-count: 4 [357, 177, 373, 275]
